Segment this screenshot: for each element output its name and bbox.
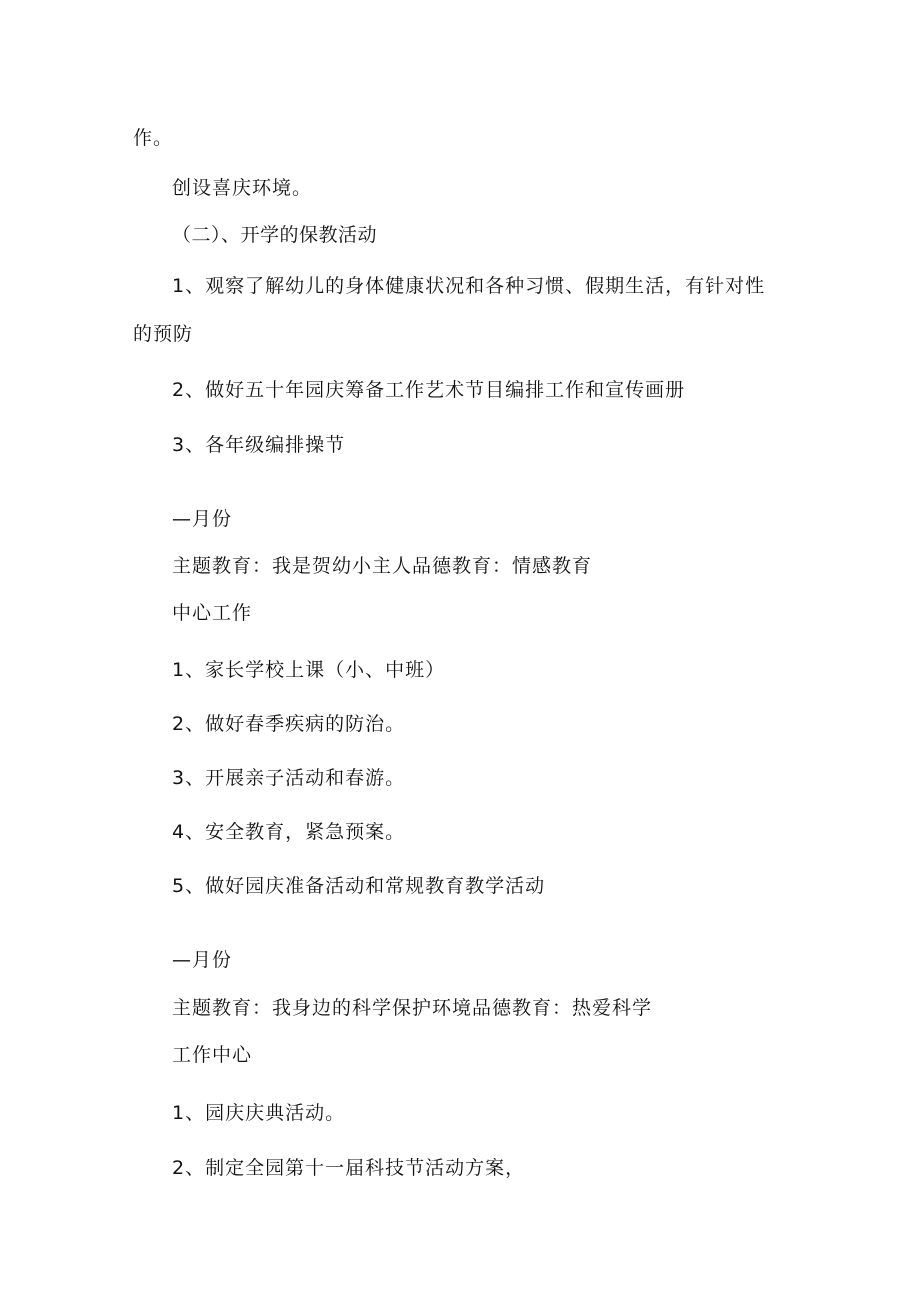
- list-item-continuation: 的预防: [133, 323, 194, 345]
- list-item: 1、家长学校上课（小、中班）: [172, 659, 446, 681]
- list-item: 5、做好园庆准备活动和常规教育教学活动: [172, 875, 546, 897]
- paragraph: 创设喜庆环境。: [172, 177, 313, 199]
- list-item: 3、各年级编排操节: [172, 434, 346, 456]
- theme-line: 主题教育：我是贺幼小主人品德教育：情感教育: [172, 555, 593, 577]
- theme-line: 主题教育：我身边的科学保护环境品德教育：热爱科学: [172, 997, 653, 1019]
- section-label: 工作中心: [172, 1044, 253, 1066]
- section-label: 中心工作: [172, 602, 253, 624]
- list-item: 1、园庆庆典活动。: [172, 1102, 346, 1124]
- list-item: 2、做好春季疾病的防治。: [172, 713, 406, 735]
- list-item: 4、安全教育，紧急预案。: [172, 821, 406, 843]
- section-heading: （二）、开学的保教活动: [172, 224, 378, 246]
- month-heading: —月份: [172, 508, 233, 530]
- list-item: 1、观察了解幼儿的身体健康状况和各种习惯、假期生活，有针对性: [172, 275, 766, 297]
- list-item: 3、开展亲子活动和春游。: [172, 767, 406, 789]
- month-heading: —月份: [172, 949, 233, 971]
- list-item: 2、做好五十年园庆筹备工作艺术节目编排工作和宣传画册: [172, 379, 686, 401]
- paragraph-continuation: 作。: [133, 127, 174, 149]
- list-item: 2、制定全园第十一届科技节活动方案，: [172, 1157, 526, 1179]
